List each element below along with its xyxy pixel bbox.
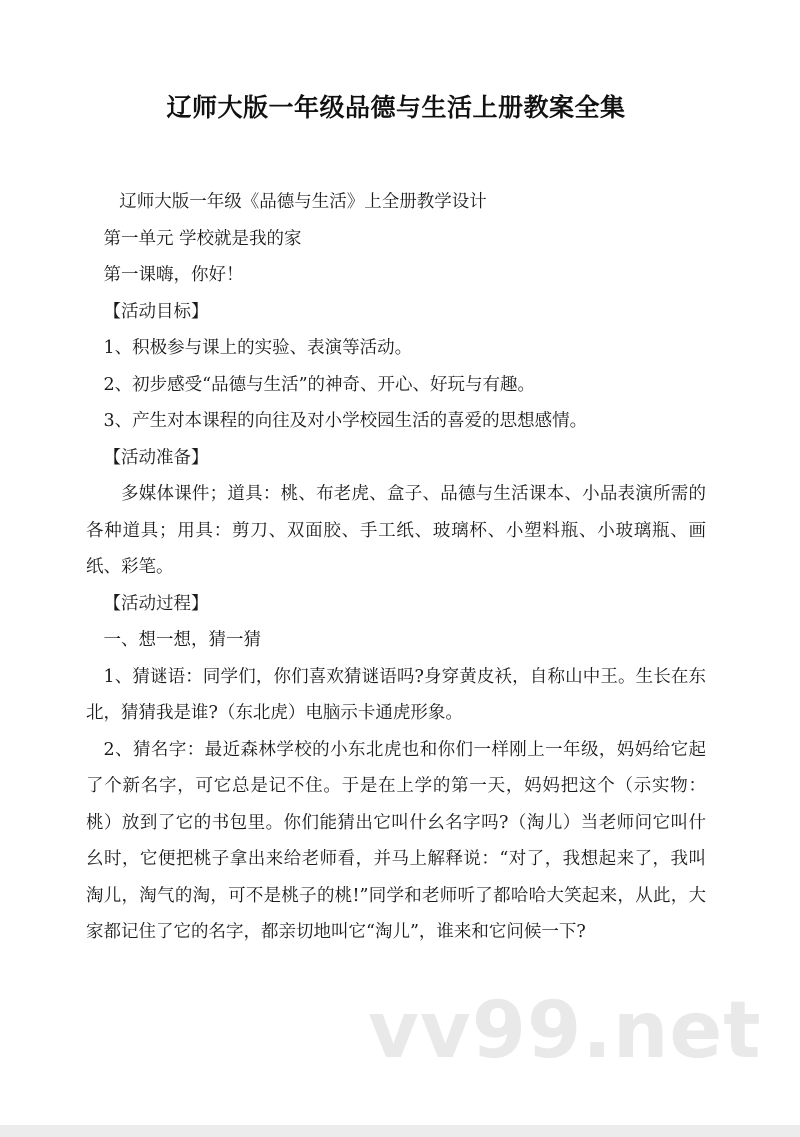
process-guess-name-paragraph: 2、猜名字：最近森林学校的小东北虎也和你们一样刚上一年级，妈妈给它起了个新名字，可它总是记不住。于是在上学的第一天，妈妈把这个（示实物：桃）放到了它的书包里。你们能猜出它叫什幺名字吗?（淘儿）当老师问它叫什幺时，它便把桃子拿出来给老师看，并马上解释说：“对了，我想起来了，我叫淘儿，淘气的淘，可不是桃子的桃!”同学和老师听了都哈哈大笑起来，从此，大家都记住了它的名字，都亲切地叫它“淘儿”，谁来和它问候一下? xyxy=(86,739,706,942)
paragraph-unit-heading: 第一单元 学校就是我的家 xyxy=(103,228,302,249)
document-body xyxy=(86,88,706,951)
goal-item-2: 2、初步感受“品德与生活”的神奇、开心、好玩与有趣。 xyxy=(103,374,536,395)
page-bottom-gutter xyxy=(0,1125,800,1137)
process-step-heading: 一、想一想，猜一猜 xyxy=(103,630,261,650)
watermark-text: vv99.net xyxy=(368,986,762,1076)
section-heading-process: 【活动过程】 xyxy=(103,593,209,614)
process-riddle-paragraph: 1、猜谜语：同学们，你们喜欢猜谜语吗?身穿黄皮袄，自称山中王。生长在东北，猜猜我是谁?（东北虎）电脑示卡通虎形象。 xyxy=(86,666,706,723)
section-heading-preparation: 【活动准备】 xyxy=(103,447,209,468)
goal-item-1: 1、积极参与课上的实验、表演等活动。 xyxy=(103,338,413,358)
paragraph-course-design-title: 辽师大版一年级《品德与生活》上全册教学设计 xyxy=(119,192,487,212)
section-heading-goals: 【活动目标】 xyxy=(103,301,209,322)
document-title: 辽师大版一年级品德与生活上册教案全集 xyxy=(166,93,626,122)
goal-item-3: 3、产生对本课程的向往及对小学校园生活的喜爱的思想感情。 xyxy=(103,411,588,431)
preparation-list: 多媒体课件；道具：桃、布老虎、盒子、品德与生活课本、小品表演所需的各种道具；用具：剪刀、双面胶、手工纸、玻璃杯、小塑料瓶、小玻璃瓶、画纸、彩笔。 xyxy=(86,484,706,577)
paragraph-lesson-heading: 第一课嗨，你好！ xyxy=(103,265,244,285)
